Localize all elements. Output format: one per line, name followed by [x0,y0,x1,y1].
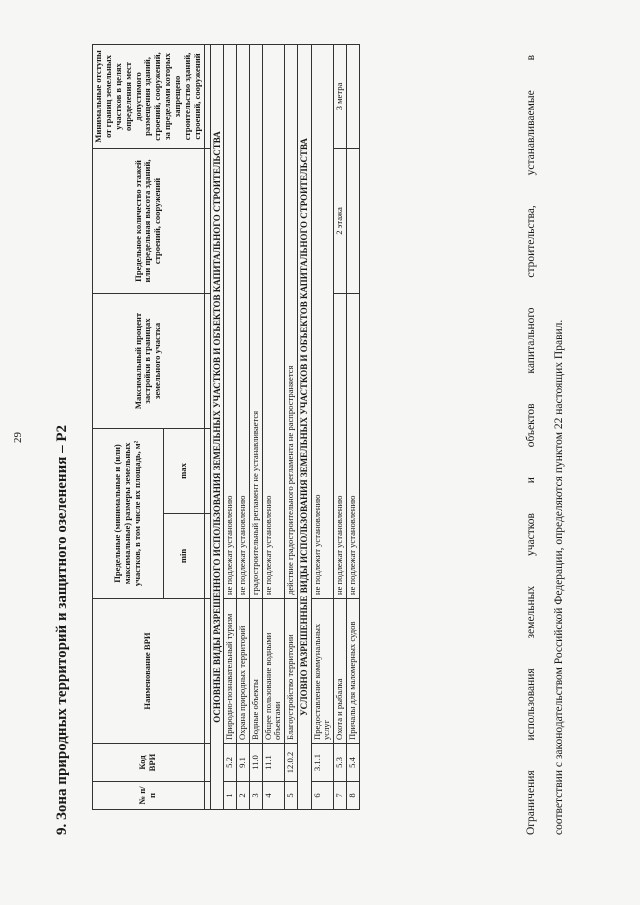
header-size-group: Предельные (минимальные и (или) максимальные) размеры земельных участков, в том числе их площадь, м² [93,428,164,598]
page-title: 9. Зона природных территорий и защитного озеленения – Р2 [54,425,70,835]
header-code: Код ВРИ [93,744,205,782]
table-row: 6 3.1.1 Предоставление коммунальных услуг не подлежит установлению [311,44,334,809]
footer-note-line-1: Ограничения использования земельных участков и объектов капитального строительства, устанавливаемые в [525,55,537,835]
header-percent: Максимальный процент застройки в границах земельного участка [93,293,205,428]
section-main: ОСНОВНЫЕ ВИДЫ РАЗРЕШЕННОГО ИСПОЛЬЗОВАНИЯ ЗЕМЕЛЬНЫХ УЧАСТКОВ И ОБЪЕКТОВ КАПИТАЛЬНОГО СТРОИТЕЛЬСТВА [210,44,223,809]
table-row: 1 5.2 Природно-познавательный туризм не подлежат установлению [223,44,236,809]
table-row: 7 5.3 Охота и рыбалка не подлежат установлению 2 этажа 3 метра [334,44,347,809]
header-min: min [163,514,204,599]
table-row: 4 11.1 Общее пользование водными объектами не подлежат установлению [262,44,285,809]
table-row: 8 5.4 Причалы для маломерных судов не подлежат установлению [347,44,360,809]
table-row: 3 11.0 Водные объекты градостроительный регламент не устанавливается [249,44,262,809]
table-row: 2 9.1 Охрана природных территорий не подлежат установлению [236,44,249,809]
header-name: Наименование ВРИ [93,599,205,744]
page-number: 29 [12,432,24,443]
header-row-1 [93,44,164,809]
header-setback: Минимальные отступы от границ земельных участков в целях определения мест допустимого размещения зданий, строений, сооружений, за пределами которых запрещено строительство зданий, строений, сооружений [93,44,205,148]
table-row: 5 12.0.2 Благоустройство территории действие градостроительного регламента не распространяется [285,44,298,809]
footer-note-line-2: соответствии с законодательством Российской Федерации, определяются пунктом 22 настоящих Правил. [553,319,565,835]
header-num: № п/п [93,782,205,810]
header-max: max [163,428,204,513]
section-conditional: УСЛОВНО РАЗРЕШЕННЫЕ ВИДЫ ИСПОЛЬЗОВАНИЯ ЗЕМЕЛЬНЫХ УЧАСТКОВ И ОБЪЕКТОВ КАПИТАЛЬНОГО СТРОИТЕЛЬСТВА [298,44,311,809]
regulations-table [92,44,360,810]
header-floors: Предельное количество этажей или предельная высота зданий, строений, сооружений [93,148,205,293]
